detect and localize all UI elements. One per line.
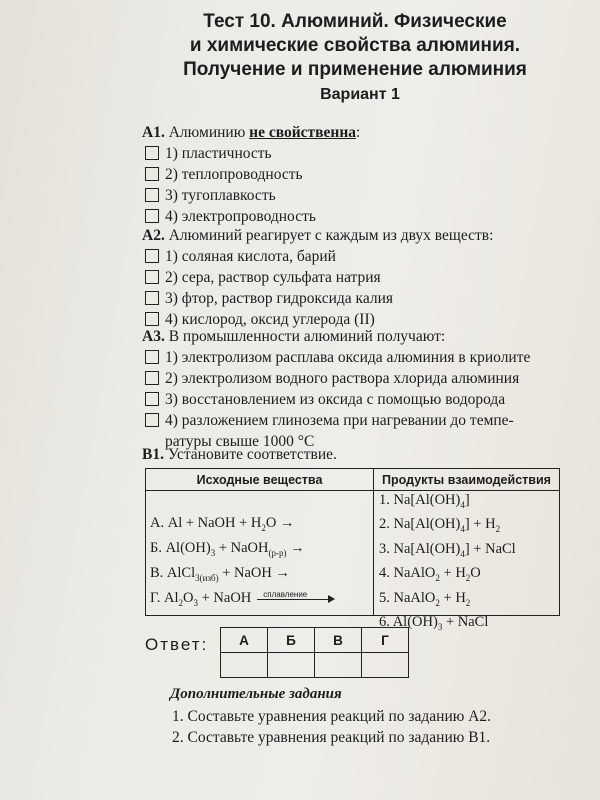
checkbox[interactable] xyxy=(145,188,159,202)
answer-column-header: А xyxy=(221,628,268,653)
emphasis-text: не свойственна xyxy=(249,124,357,141)
answer-option[interactable] xyxy=(142,206,360,227)
reactant-row: Г. $Al_2O_3$ + NaOH сплавление xyxy=(146,588,373,613)
question-text-part: Установите соответствие. xyxy=(163,446,337,463)
question-number: В1. xyxy=(142,446,164,463)
answer-grid xyxy=(220,627,409,678)
option-continuation: ратуры свыше 1000 °С xyxy=(165,433,315,450)
option-label: 4) разложением глинозема при нагревании до темпе- xyxy=(165,412,514,429)
option-label: 1) электролизом расплава оксида алюминия в криолите xyxy=(165,349,531,366)
arrow-condition-label: сплавление xyxy=(263,590,308,600)
reactants-column xyxy=(146,469,374,615)
answer-option[interactable] xyxy=(142,143,360,164)
question-text xyxy=(142,225,493,246)
page-title xyxy=(150,10,560,82)
option-label: 3) фтор, раствор гидроксида калия xyxy=(165,290,393,307)
question-text xyxy=(142,122,360,143)
question-text-part: Алюминий реагирует с каждым из двух веществ: xyxy=(164,227,494,244)
answer-cell[interactable] xyxy=(268,653,315,678)
title-line: и химические свойства алюминия. xyxy=(189,35,521,56)
question-number: А2. xyxy=(142,227,165,244)
answer-option[interactable] xyxy=(142,410,530,431)
checkbox[interactable] xyxy=(145,270,159,284)
answer-option[interactable] xyxy=(142,389,530,410)
answer-label: Ответ: xyxy=(145,635,209,654)
question-number: А1. xyxy=(142,124,165,141)
reactant-row: Б. $Al(OH)_3$ + NaOH$_{(р-р)}$ → xyxy=(150,539,305,558)
checkbox[interactable] xyxy=(145,291,159,305)
answer-cell[interactable] xyxy=(315,653,362,678)
matching-table xyxy=(145,468,560,632)
extra-tasks-title: Дополнительные задания xyxy=(170,686,342,702)
question-number: А3. xyxy=(142,328,165,345)
products-header: Продукты взаимодействия xyxy=(374,469,559,491)
checkbox[interactable] xyxy=(145,371,159,385)
answer-option[interactable] xyxy=(142,185,360,206)
product-row: 3. $Na[Al(OH)_4]$ + NaCl xyxy=(379,540,516,559)
option-label: 2) электролизом водного раствора хлорида алюминия xyxy=(165,370,520,387)
answer-option[interactable] xyxy=(142,246,493,267)
answer-option[interactable] xyxy=(142,164,360,185)
option-label: 1) пластичность xyxy=(165,145,272,162)
checkbox[interactable] xyxy=(145,392,159,406)
option-label: 3) восстановлением из оксида с помощью водорода xyxy=(165,391,506,408)
question-a3 xyxy=(142,326,530,452)
checkbox[interactable] xyxy=(145,350,159,364)
product-row: 6. $Al(OH)_3$ + NaCl xyxy=(379,613,489,632)
checkbox[interactable] xyxy=(145,209,159,223)
product-row: 4. NaAlO$_2$ + $H_2O$ xyxy=(379,565,481,584)
product-row: 2. $Na[Al(OH)_4] + H_2$ xyxy=(379,516,501,535)
question-text-part: : xyxy=(356,124,361,141)
option-label: 4) электропроводность xyxy=(165,208,316,225)
answer-column-header: В xyxy=(315,628,362,653)
question-b1 xyxy=(142,444,337,465)
answer-option[interactable] xyxy=(142,267,493,288)
checkbox[interactable] xyxy=(145,413,159,427)
option-label: 4) кислород, оксид углерода (II) xyxy=(165,311,375,328)
option-label: 1) соляная кислота, барий xyxy=(165,248,336,265)
checkbox[interactable] xyxy=(145,249,159,263)
reactant-row: В. AlCl$_{3(изб)}$ + NaOH → xyxy=(150,564,290,583)
reactant-row: А. Al + NaOH + $H_2O$ → xyxy=(150,515,295,533)
answer-column-header: Б xyxy=(268,628,315,653)
answer-option[interactable] xyxy=(142,347,530,368)
question-text-part: В промышленности алюминий получают: xyxy=(164,328,446,345)
title-line: Тест 10. Алюминий. Физические xyxy=(203,11,507,32)
answer-column-header: Г xyxy=(362,628,409,653)
answer-option[interactable] xyxy=(142,288,493,309)
answer-option[interactable] xyxy=(142,368,530,389)
option-label: 2) сера, раствор сульфата натрия xyxy=(165,269,381,286)
option-label: 2) теплопроводность xyxy=(165,166,303,183)
question-text-part: Алюминию xyxy=(164,124,250,141)
checkbox[interactable] xyxy=(145,312,159,326)
option-label: 3) тугоплавкость xyxy=(165,187,276,204)
question-a1 xyxy=(142,122,360,227)
products-column xyxy=(374,469,559,632)
product-row: 5. NaAlO$_2$ + $H_2$ xyxy=(379,589,471,608)
question-a2 xyxy=(142,225,493,330)
product-row: 1. $Na[Al(OH)_4]$ xyxy=(379,492,470,510)
checkbox[interactable] xyxy=(145,167,159,181)
checkbox[interactable] xyxy=(145,146,159,160)
answer-cell[interactable] xyxy=(362,653,409,678)
question-text xyxy=(142,326,530,347)
variant-label: Вариант 1 xyxy=(320,86,400,103)
answer-cell[interactable] xyxy=(221,653,268,678)
extra-task-item: 1. Составьте уравнения реакций по заданию А2. xyxy=(172,708,492,725)
extra-task-item: 2. Составьте уравнения реакций по заданию В1. xyxy=(172,729,491,746)
reaction-arrow xyxy=(257,590,335,603)
question-text xyxy=(142,444,337,465)
title-line: Получение и применение алюминия xyxy=(183,59,527,80)
reactants-header: Исходные вещества xyxy=(146,469,373,491)
